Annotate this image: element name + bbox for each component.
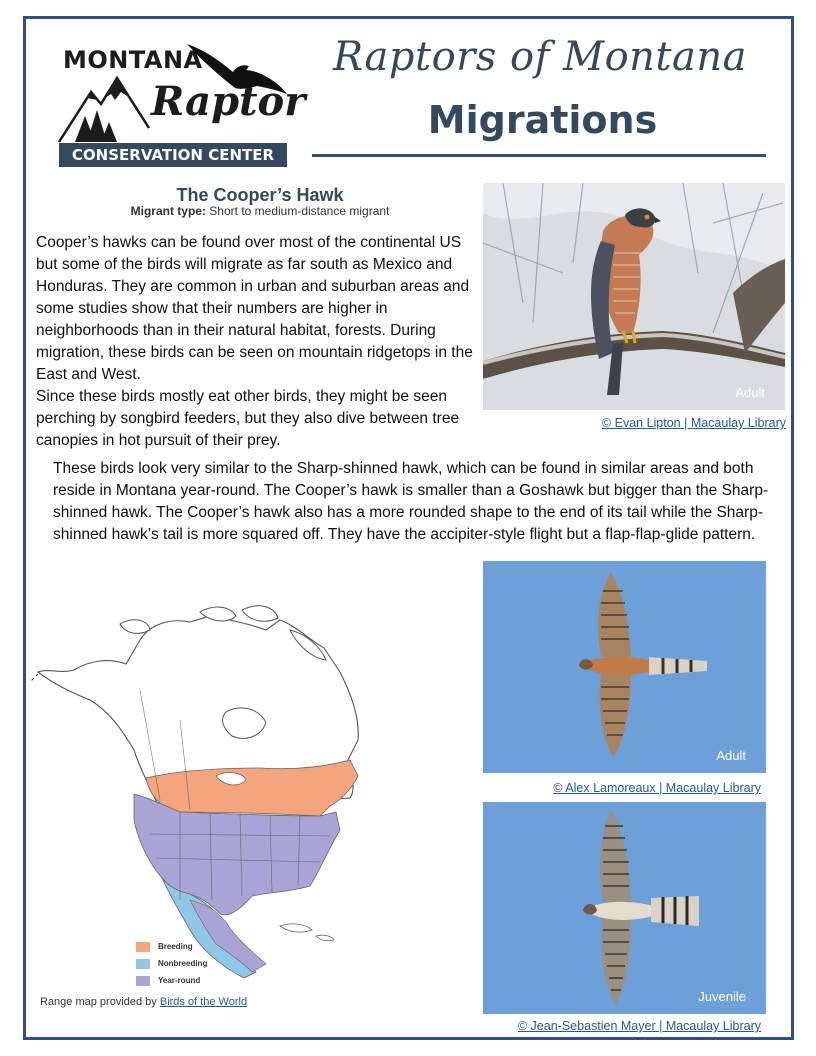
map-credit (40, 996, 280, 1009)
birds-of-the-world-link[interactable]: Birds of the World (159, 996, 248, 1008)
legend-label-year-round: Year-round (158, 976, 201, 985)
legend-breeding (136, 938, 207, 955)
photo-credit-link[interactable]: © Evan Lipton | Macaulay Library (601, 416, 786, 430)
legend-label-nonbreeding: Nonbreeding (158, 959, 208, 968)
migrant-type-label: Migrant type: (130, 204, 206, 218)
species-heading: The Cooper’s Hawk (176, 185, 344, 205)
legend-nonbreeding (136, 955, 207, 972)
page-title: Migrations (427, 98, 658, 142)
migrant-type (60, 204, 460, 218)
photo-tag-adult-perched: Adult (735, 385, 765, 400)
page-title-script: Raptors of Montana (333, 34, 747, 80)
logo-script-text: Raptor (151, 78, 306, 125)
photo-perched-adult (483, 183, 785, 410)
legend-swatch-breeding (136, 942, 150, 952)
photo-credit-link[interactable]: © Alex Lamoreaux | Macaulay Library (553, 781, 761, 795)
photo-tag-juvenile: Juvenile (698, 989, 746, 1004)
montana-raptor-logo (57, 40, 306, 168)
logo-word: MONTANA (63, 46, 203, 74)
legend-swatch-nonbreeding (136, 959, 150, 969)
photo-flying-juvenile (483, 802, 766, 1014)
legend-swatch-year-round (136, 976, 150, 986)
range-map (30, 600, 430, 990)
map-legend (136, 938, 207, 989)
legend-year-round (136, 972, 207, 989)
photo-flying-adult (483, 561, 766, 773)
diet-paragraph-text: Since these birds mostly eat other birds, they might be seen perching by songbird feeders, but they also dive between tree canopies in hot pursuit of their prey. (36, 388, 460, 449)
identification-paragraph: These birds look very similar to the Sharp-shinned hawk, which can be found in similar areas and both reside in Montana year-round. The Cooper’s hawk is smaller than a Goshawk but bigger than the Sharp-shinned hawk. The Cooper’s hawk also has a more rounded shape to the end of its tail while the Sharp-shinned hawk’s tail is more squared off. They have the accipiter-style flight but a flap-flap-glide pattern. (53, 460, 769, 543)
intro-paragraph-text: Cooper’s hawks can be found over most of the continental US but some of the birds will migrate as far south as Mexico and Honduras. They are common in urban and suburban areas and some studies show that their numbers are higher in neighborhoods than in their natural habitat, forests. During migration, these birds can be seen on mountain ridgetops in the East and West. (36, 234, 473, 383)
logo-banner: CONSERVATION CENTER (59, 143, 287, 167)
flying-adult-image (483, 561, 766, 773)
header-divider (312, 154, 766, 157)
map-credit-prefix: Range map provided by (40, 996, 157, 1008)
legend-label-breeding: Breeding (158, 942, 193, 951)
photo-credit-link[interactable]: © Jean-Sebastien Mayer | Macaulay Library (517, 1019, 761, 1033)
migrant-type-value: Short to medium-distance migrant (209, 204, 390, 218)
flying-juvenile-image (483, 802, 766, 1014)
photo-tag-adult-flight: Adult (716, 748, 746, 763)
intro-paragraph (36, 232, 484, 452)
perched-hawk-image (483, 183, 785, 410)
